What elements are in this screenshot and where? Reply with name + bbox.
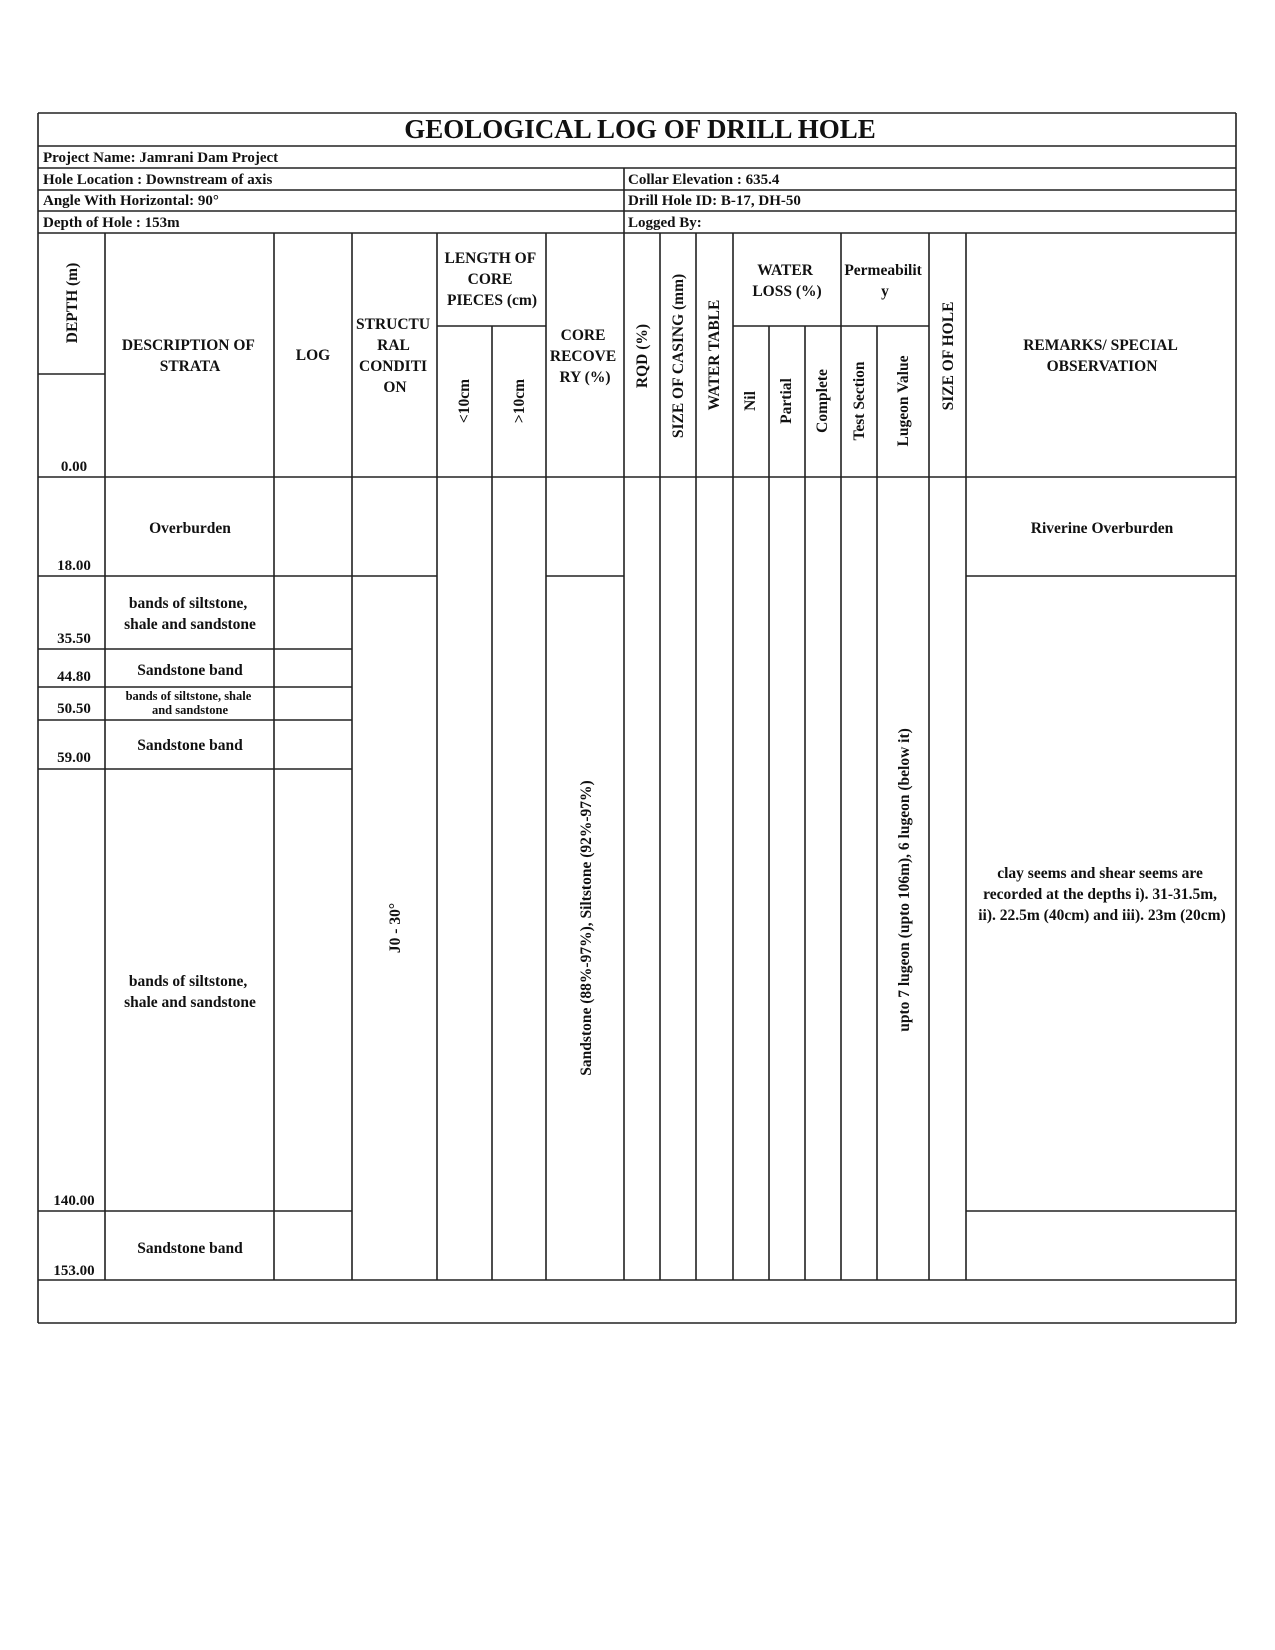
header-depth: DEPTH (m) — [64, 262, 81, 344]
header-gt10cm: >10cm — [511, 378, 528, 424]
strata-description: Overburden — [149, 520, 231, 537]
header-water-loss: WATER LOSS (%) — [752, 262, 822, 300]
depth-value: 153.00 — [53, 1263, 95, 1279]
header-length-of-core: LENGTH OF CORE PIECES (cm) — [444, 250, 537, 309]
remarks-overburden: Riverine Overburden — [1030, 520, 1174, 537]
header-description: DESCRIPTION OF STRATA — [121, 337, 255, 375]
project-name: Project Name: Jamrani Dam Project — [43, 150, 279, 166]
header-size-of-casing: SIZE OF CASING (mm) — [670, 273, 687, 439]
header-rqd: RQD (%) — [634, 323, 651, 389]
header-size-of-hole: SIZE OF HOLE — [940, 301, 957, 411]
hole-location: Hole Location : Downstream of axis — [43, 172, 273, 188]
strata-description: bands of siltstone, shale and sandstone — [124, 973, 256, 1011]
strata-description: bands of siltstone, shale and sandstone — [124, 595, 256, 633]
strata-description: Sandstone band — [137, 737, 243, 754]
header-structural-condition: STRUCTU RAL CONDITI ON — [356, 316, 431, 396]
table-grid — [38, 113, 1236, 1323]
drill-hole-id: Drill Hole ID: B-17, DH-50 — [628, 193, 801, 209]
depth-value: 50.50 — [57, 701, 91, 717]
header-partial: Partial — [778, 378, 795, 424]
header-log: LOG — [295, 347, 331, 364]
header-water-table: WATER TABLE — [706, 299, 723, 411]
page-title: GEOLOGICAL LOG OF DRILL HOLE — [404, 114, 876, 144]
header-lugeon-value: Lugeon Value — [895, 355, 912, 447]
strata-description: bands of siltstone, shale and sandstone — [125, 689, 252, 717]
depth-value: 18.00 — [57, 558, 91, 574]
header-remarks: REMARKS/ SPECIAL OBSERVATION — [1023, 337, 1177, 375]
remarks-main: clay seems and shear seems are recorded at the depths i). 31-31.5m, ii). 22.5m (40cm) and iii). 23m (20cm) — [978, 865, 1226, 924]
angle-with-horizontal: Angle With Horizontal: 90° — [43, 193, 219, 209]
header-complete: Complete — [814, 369, 831, 433]
header-test-section: Test Section — [851, 361, 868, 441]
logged-by: Logged By: — [628, 215, 702, 231]
core-recovery-value: Sandstone (88%-97%), Siltstone (92%-97%) — [578, 780, 595, 1076]
strata-description: Sandstone band — [137, 1240, 243, 1257]
strata-description: Sandstone band — [137, 662, 243, 679]
header-permeability: Permeabilit y — [844, 262, 922, 300]
depth-value: 140.00 — [53, 1193, 95, 1209]
depth-value: 44.80 — [57, 669, 91, 685]
lugeon-value-text: upto 7 lugeon (upto 106m), 6 lugeon (below it) — [896, 728, 913, 1032]
header-nil: Nil — [742, 391, 759, 411]
depth-value: 35.50 — [57, 631, 91, 647]
depth-of-hole: Depth of Hole : 153m — [43, 215, 180, 231]
header-core-recovery: CORE RECOVE RY (%) — [549, 327, 617, 386]
structural-condition-value: J0 - 30° — [387, 902, 404, 954]
header-lt10cm: <10cm — [456, 378, 473, 424]
depth-value: 59.00 — [57, 750, 91, 766]
collar-elevation: Collar Elevation : 635.4 — [628, 172, 780, 188]
depth-start: 0.00 — [60, 459, 88, 475]
